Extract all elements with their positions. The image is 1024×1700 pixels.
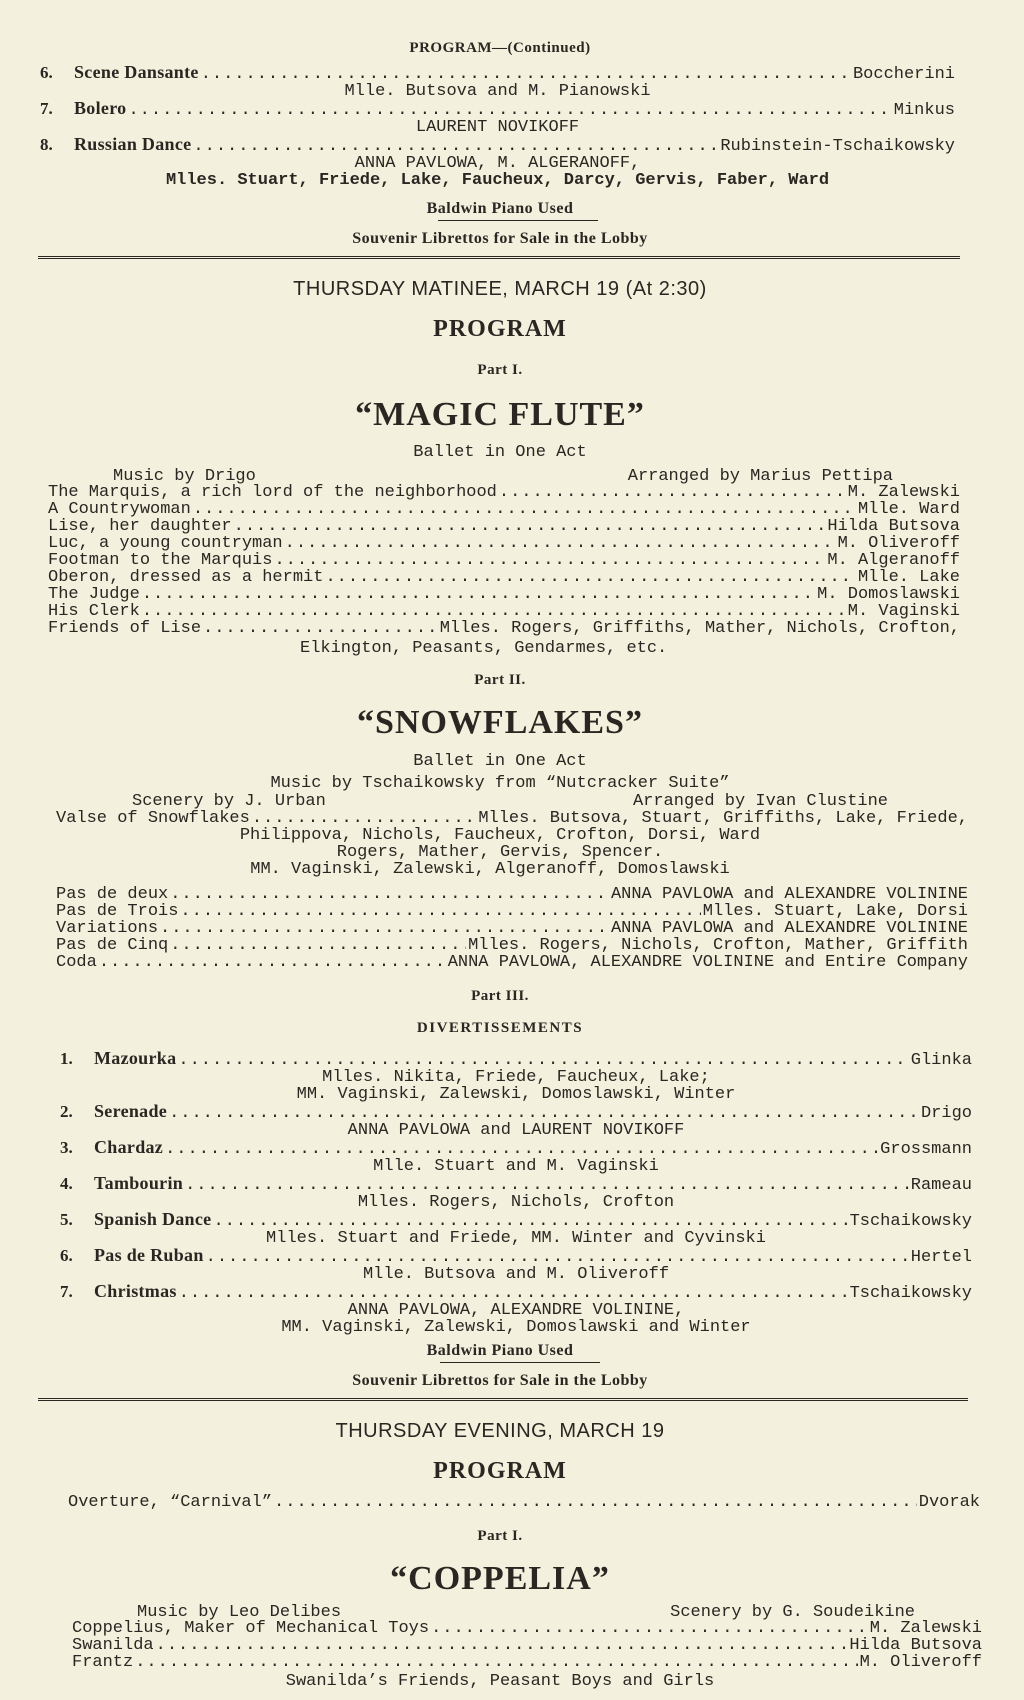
part-label: Part I. xyxy=(477,1528,523,1544)
dance-title: Spanish Dance xyxy=(94,1209,212,1229)
program-title: PROGRAM xyxy=(433,316,567,342)
scenery-credit: Scenery by J. Urban xyxy=(132,792,326,811)
list-item: 5. Spanish Dance ..... Tschaikowsky xyxy=(60,1211,972,1230)
overture-row xyxy=(68,1494,980,1511)
list-item: 7. Bolero ..... Minkus xyxy=(40,100,955,119)
dance-title: Bolero xyxy=(74,98,127,118)
piano-note: Baldwin Piano Used xyxy=(426,1342,574,1359)
composer: Hertel xyxy=(910,1248,972,1267)
cast-row: His Clerk ..... M. Vaginski xyxy=(48,603,960,620)
cast-row: The Marquis, a rich lord of the neighborhood ..... M. Zalewski xyxy=(48,484,960,501)
list-item: 6. Scene Dansante ..... Boccherini xyxy=(40,64,955,83)
ballet-title: “COPPELIA” xyxy=(390,1560,610,1597)
arranged-credit: Arranged by Ivan Clustine xyxy=(632,792,888,811)
dancers: ANNA PAVLOWA, M. ALGERANOFF, xyxy=(354,154,641,173)
cast-row: Pas de deux ..... ANNA PAVLOWA and ALEXANDRE VOLININE xyxy=(56,886,968,903)
dancers: LAURENT NOVIKOFF xyxy=(415,118,580,137)
divider xyxy=(440,1362,600,1363)
continued-heading: PROGRAM—(Continued) xyxy=(409,40,591,56)
list-item: 1. Mazourka ..... Glinka xyxy=(60,1050,972,1069)
dance-title: Mazourka xyxy=(94,1048,177,1068)
valse-line: Philippova, Nichols, Faucheux, Crofton, Dorsi, Ward xyxy=(239,826,761,845)
arranged-credit: Arranged by Marius Pettipa xyxy=(627,467,893,486)
part-label: Part II. xyxy=(474,672,526,688)
composer: Tschaikowsky xyxy=(849,1212,972,1231)
dancers: Mlles. Stuart and Friede, MM. Winter and Cyvinski xyxy=(266,1229,766,1248)
part-label: Part I. xyxy=(477,362,523,378)
cast-row: Pas de Trois ..... Mlles. Stuart, Lake, Dorsi xyxy=(56,903,968,920)
overture-title: Overture, “Carnival” xyxy=(68,1493,273,1512)
divider xyxy=(438,220,598,221)
music-credit: Music by Tschaikowsky from “Nutcracker Suite” xyxy=(270,774,730,793)
valse-row xyxy=(56,810,968,827)
cast-continued: Elkington, Peasants, Gendarmes, etc. xyxy=(300,639,668,658)
dancers: MM. Vaginski, Zalewski, Domoslawski and Winter xyxy=(281,1318,751,1337)
list-item: 3. Chardaz ..... Grossmann xyxy=(60,1139,972,1158)
dancers: Mlles. Nikita, Friede, Faucheux, Lake; xyxy=(322,1068,710,1087)
cast-row: Swanilda ..... Hilda Butsova xyxy=(72,1637,982,1654)
part-label: Part III. xyxy=(471,988,529,1004)
section-divider xyxy=(38,256,960,259)
dance-title: Christmas xyxy=(94,1281,177,1301)
cast-row: Friends of Lise ..... Mlles. Rogers, Griffiths, Mather, Nichols, Crofton, xyxy=(48,620,960,637)
composer: Minkus xyxy=(893,101,955,120)
dance-title: Tambourin xyxy=(94,1173,184,1193)
cast-row: A Countrywoman ..... Mlle. Ward xyxy=(48,501,960,518)
composer: Rameau xyxy=(910,1176,972,1195)
dance-title: Russian Dance xyxy=(74,134,192,154)
cast-row: Frantz ..... M. Oliveroff xyxy=(72,1654,982,1671)
list-item: 8. Russian Dance ..... Rubinstein-Tschaikowsky xyxy=(40,136,955,155)
piano-note: Baldwin Piano Used xyxy=(426,200,574,217)
section-divider xyxy=(38,1398,968,1401)
cast-list xyxy=(56,886,968,971)
cast-row: Pas de Cinq ..... Mlles. Rogers, Nichols, Crofton, Mather, Griffith xyxy=(56,937,968,954)
cast-row: Variations ..... ANNA PAVLOWA and ALEXANDRE VOLININE xyxy=(56,920,968,937)
list-item: 7. Christmas ..... Tschaikowsky xyxy=(60,1283,972,1302)
dance-title: Pas de Ruban xyxy=(94,1245,204,1265)
cast-list xyxy=(72,1620,982,1671)
ballet-title: “MAGIC FLUTE” xyxy=(355,396,645,433)
composer: Glinka xyxy=(910,1051,972,1070)
dancers: ANNA PAVLOWA, ALEXANDRE VOLININE, xyxy=(347,1301,685,1320)
dancers: Mlle. Butsova and M. Pianowski xyxy=(344,82,651,101)
dancers: Mlle. Butsova and M. Oliveroff xyxy=(362,1265,670,1284)
cast-row: Footman to the Marquis ..... M. Algeranoff xyxy=(48,552,960,569)
composer: Boccherini xyxy=(852,65,955,84)
cast-list xyxy=(48,484,960,637)
cast-row: Luc, a young countryman ..... M. Oliveroff xyxy=(48,535,960,552)
cast-row: Oberon, dressed as a hermit ..... Mlle. Lake xyxy=(48,569,960,586)
continued-list xyxy=(40,64,955,189)
dancers: Mlles. Stuart, Friede, Lake, Faucheux, Darcy, Gervis, Faber, Ward xyxy=(165,171,830,190)
libretto-note: Souvenir Librettos for Sale in the Lobby xyxy=(352,1372,648,1389)
composer: Rubinstein-Tschaikowsky xyxy=(720,137,955,156)
scenery-credit: Scenery by G. Soudeikine xyxy=(670,1603,915,1622)
friends-line: Swanilda’s Friends, Peasant Boys and Girls xyxy=(285,1672,715,1691)
ballet-subtitle: Ballet in One Act xyxy=(413,752,587,771)
dancers: Mlles. Rogers, Nichols, Crofton xyxy=(357,1193,675,1212)
cast-row: Coda ..... ANNA PAVLOWA, ALEXANDRE VOLININE and Entire Company xyxy=(56,954,968,971)
music-credit: Music by Leo Delibes xyxy=(137,1603,342,1622)
evening-heading: THURSDAY EVENING, MARCH 19 xyxy=(335,1420,665,1442)
dance-title: Chardaz xyxy=(94,1137,164,1157)
ballet-subtitle: Ballet in One Act xyxy=(413,443,587,462)
ballet-title: “SNOWFLAKES” xyxy=(357,704,643,741)
cast-row: Valse of Snowflakes ..... Mlles. Butsova, Stuart, Griffiths, Lake, Friede, xyxy=(56,810,968,827)
dancers: Mlle. Stuart and M. Vaginski xyxy=(373,1157,659,1176)
list-item: 2. Serenade ..... Drigo xyxy=(60,1103,972,1122)
valse-line: Rogers, Mather, Gervis, Spencer. xyxy=(336,843,664,862)
list-item: 4. Tambourin ..... Rameau xyxy=(60,1175,972,1194)
composer: Grossmann xyxy=(880,1140,972,1159)
cast-row: Lise, her daughter ..... Hilda Butsova xyxy=(48,518,960,535)
valse-line: MM. Vaginski, Zalewski, Algeranoff, Domoslawski xyxy=(250,860,730,879)
program-title: PROGRAM xyxy=(433,1458,567,1484)
cast-row: The Judge ..... M. Domoslawski xyxy=(48,586,960,603)
dancers: MM. Vaginski, Zalewski, Domoslawski, Winter xyxy=(296,1085,736,1104)
music-credit: Music by Drigo xyxy=(113,467,256,486)
divertissements-list xyxy=(60,1050,972,1336)
dance-title: Serenade xyxy=(94,1101,168,1121)
composer: Dvorak xyxy=(918,1493,980,1512)
composer: Drigo xyxy=(920,1104,972,1123)
libretto-note: Souvenir Librettos for Sale in the Lobby xyxy=(352,230,648,247)
composer: Tschaikowsky xyxy=(849,1284,972,1303)
dancers: ANNA PAVLOWA and LAURENT NOVIKOFF xyxy=(347,1121,685,1140)
dance-title: Scene Dansante xyxy=(74,62,199,82)
divertissements-title: DIVERTISSEMENTS xyxy=(416,1020,584,1036)
matinee-heading: THURSDAY MATINEE, MARCH 19 (At 2:30) xyxy=(293,278,707,300)
list-item: 6. Pas de Ruban ..... Hertel xyxy=(60,1247,972,1266)
cast-row: Coppelius, Maker of Mechanical Toys ..... M. Zalewski xyxy=(72,1620,982,1637)
